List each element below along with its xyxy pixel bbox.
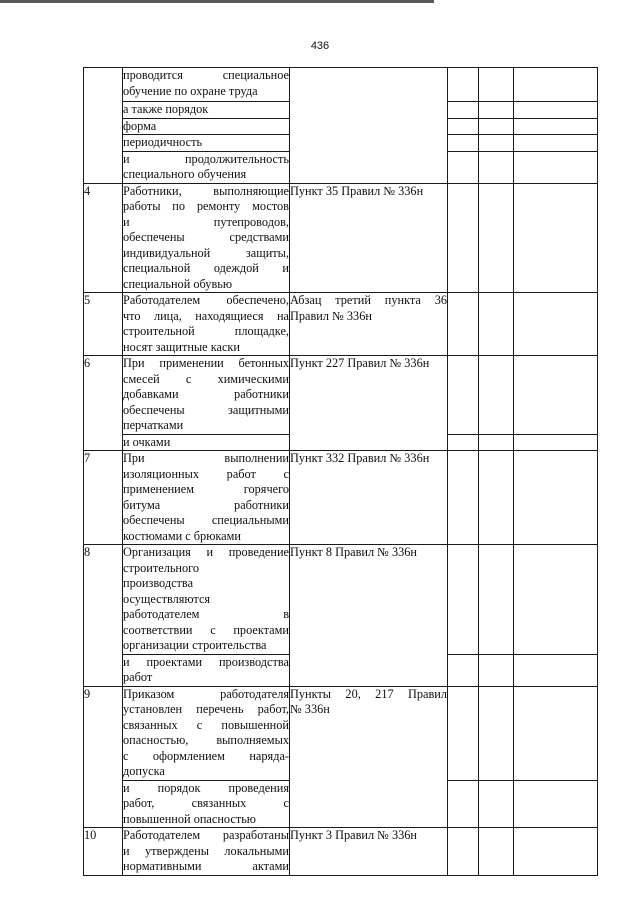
reference-cell: Пункты 20, 217 Правил № 336н (290, 686, 448, 828)
reference-cell: Абзац третий пункта 36 Правил № 336н (290, 293, 448, 356)
requirement-cell: При выполнении изоляционных работ с применением горячего битума работники обеспечены специальными костюмами с брюками (123, 451, 289, 543)
requirement-cell: При применении бетонных смесей с химическими добавками работники обеспечены защитными перчатками (123, 356, 289, 432)
note-cell[interactable] (514, 434, 598, 451)
table-row (84, 545, 598, 655)
note-cell[interactable] (514, 293, 598, 356)
note-cell[interactable] (514, 135, 598, 152)
note-cell[interactable] (514, 183, 598, 293)
answer-yes-cell[interactable] (448, 780, 479, 828)
answer-no-cell[interactable] (479, 451, 514, 545)
requirement-cell: периодичность (123, 135, 290, 152)
answer-no-cell[interactable] (479, 686, 514, 780)
answer-no-cell[interactable] (479, 293, 514, 356)
answer-yes-cell[interactable] (448, 135, 479, 152)
table-row (84, 451, 598, 545)
requirement-cell: и продолжительность специального обучения (123, 151, 289, 181)
answer-yes-cell[interactable] (448, 102, 479, 119)
note-cell[interactable] (514, 780, 598, 828)
answer-no-cell[interactable] (479, 356, 514, 435)
answer-no-cell[interactable] (479, 545, 514, 655)
answer-yes-cell[interactable] (448, 356, 479, 435)
answer-yes-cell[interactable] (448, 451, 479, 545)
note-cell[interactable] (514, 68, 598, 102)
table-row (84, 293, 598, 356)
page-number: 436 (310, 40, 330, 52)
answer-yes-cell[interactable] (448, 293, 479, 356)
requirement-cell: Организация и проведение строительного производства осуществляются работодателем в соответствии с проектами организации строительства (123, 545, 289, 652)
answer-yes-cell[interactable] (448, 545, 479, 655)
note-cell[interactable] (514, 102, 598, 119)
answer-yes-cell[interactable] (448, 686, 479, 780)
item-number: 7 (84, 451, 123, 545)
table-row (84, 68, 598, 102)
top-scan-line (0, 0, 434, 3)
reference-cell: Пункт 3 Правил № 336н (290, 828, 448, 876)
answer-no-cell[interactable] (479, 102, 514, 119)
answer-no-cell[interactable] (479, 434, 514, 451)
answer-no-cell[interactable] (479, 828, 514, 876)
requirement-cell: и очками (123, 434, 290, 451)
item-number: 10 (84, 828, 123, 876)
requirement-cell: Приказом работодателя установлен перечень работ, связанных с повышенной опасностью, выполняемых с оформлением наряда- допуска (123, 686, 289, 778)
requirement-cell: и проектами производства работ (123, 654, 289, 684)
note-cell[interactable] (514, 686, 598, 780)
answer-no-cell[interactable] (479, 135, 514, 152)
table-row (84, 686, 598, 780)
note-cell[interactable] (514, 356, 598, 435)
checklist-table (83, 67, 598, 876)
table-row (84, 356, 598, 435)
note-cell[interactable] (514, 451, 598, 545)
note-cell[interactable] (514, 828, 598, 876)
item-number-cell (84, 68, 123, 184)
answer-no-cell[interactable] (479, 151, 514, 183)
item-number: 6 (84, 356, 123, 451)
answer-no-cell[interactable] (479, 183, 514, 293)
note-cell[interactable] (514, 118, 598, 135)
answer-yes-cell[interactable] (448, 183, 479, 293)
reference-cell (290, 68, 448, 184)
note-cell[interactable] (514, 545, 598, 655)
table-row (84, 828, 598, 876)
item-number: 4 (84, 183, 123, 293)
requirement-cell: Работники, выполняющие работы по ремонту мостов и путепроводов, обеспечены средствами индивидуальной защиты, специальной одеждой и специальной обувью (123, 183, 289, 291)
answer-yes-cell[interactable] (448, 68, 479, 102)
answer-no-cell[interactable] (479, 780, 514, 828)
answer-yes-cell[interactable] (448, 828, 479, 876)
requirement-cell: а также порядок (123, 102, 290, 119)
table-row (84, 183, 598, 293)
reference-cell: Пункт 8 Правил № 336н (290, 545, 448, 687)
answer-no-cell[interactable] (479, 654, 514, 686)
requirement-cell: форма (123, 118, 290, 135)
answer-yes-cell[interactable] (448, 434, 479, 451)
reference-cell: Пункт 332 Правил № 336н (290, 451, 448, 545)
note-cell[interactable] (514, 151, 598, 183)
answer-yes-cell[interactable] (448, 654, 479, 686)
requirement-cell: и порядок проведения работ, связанных с повышенной опасностью (123, 780, 289, 826)
requirement-cell: проводится специальное обучение по охране труда (123, 68, 290, 102)
reference-cell: Пункт 227 Правил № 336н (290, 356, 448, 451)
requirement-cell: Работодателем обеспечено, что лица, находящиеся на строительной площадке, носят защитные каски (123, 293, 289, 354)
note-cell[interactable] (514, 654, 598, 686)
item-number: 5 (84, 293, 123, 356)
reference-cell: Пункт 35 Правил № 336н (290, 183, 448, 293)
answer-no-cell[interactable] (479, 118, 514, 135)
answer-yes-cell[interactable] (448, 118, 479, 135)
answer-no-cell[interactable] (479, 68, 514, 102)
item-number: 9 (84, 686, 123, 828)
requirement-cell: Работодателем разработаны и утверждены локальными нормативными актами (123, 828, 289, 873)
item-number: 8 (84, 545, 123, 687)
answer-yes-cell[interactable] (448, 151, 479, 183)
